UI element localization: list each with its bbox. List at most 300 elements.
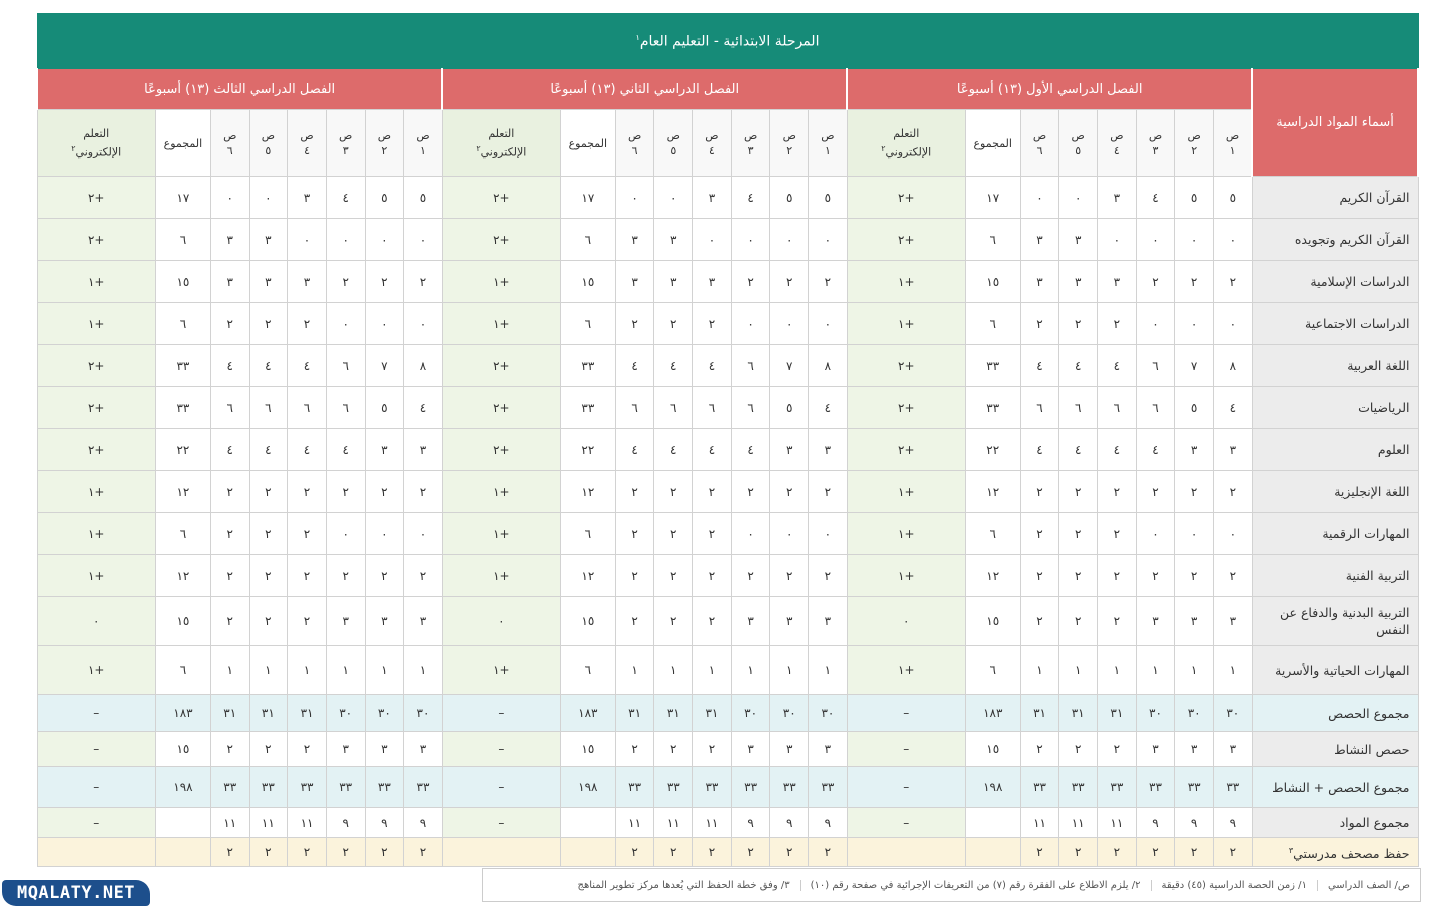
sum-cell: ١٢ — [965, 471, 1020, 513]
grade-hours-cell: ١ — [288, 646, 327, 695]
grade-hours-cell: ٤ — [1136, 177, 1175, 219]
elearning-cell — [847, 838, 965, 867]
grade-column-header — [326, 110, 365, 177]
grade-hours-cell: ٢ — [210, 303, 249, 345]
grade-hours-cell: ٢ — [365, 261, 404, 303]
sum-cell: ١٧ — [560, 177, 615, 219]
grade-hours-cell: ٢ — [654, 838, 693, 867]
grade-hours-cell: ٢ — [809, 555, 848, 597]
grade-column-number: ٢ — [381, 144, 388, 157]
grade-column-prefix: ص — [705, 129, 719, 142]
grade-hours-cell: ٢ — [693, 471, 732, 513]
sum-cell: ٦ — [965, 646, 1020, 695]
table-row — [37, 767, 1418, 808]
grade-hours-cell: ٢ — [326, 471, 365, 513]
grade-hours-cell: ٣١ — [210, 695, 249, 732]
grade-hours-cell: ٤ — [404, 387, 443, 429]
subject-name — [1252, 732, 1418, 767]
grade-column-prefix: ص — [339, 129, 353, 142]
subject-name — [1252, 808, 1418, 838]
grade-column-prefix: ص — [300, 129, 314, 142]
grade-hours-cell: ٢ — [1213, 471, 1252, 513]
grade-column-header — [404, 110, 443, 177]
grade-hours-cell: ٦ — [288, 387, 327, 429]
elearning-cell — [442, 838, 560, 867]
grade-hours-cell: ٢ — [654, 597, 693, 646]
grade-column-header — [731, 110, 770, 177]
table-title-text: المرحلة الابتدائية - التعليم العام — [639, 33, 820, 50]
table-row — [37, 732, 1418, 767]
grade-hours-cell: ٠ — [654, 177, 693, 219]
subject-name-text: اللغة الإنجليزية — [1334, 484, 1410, 499]
sum-cell: ٣٣ — [155, 387, 210, 429]
elearning-cell: – — [37, 767, 155, 808]
grade-column-prefix: ص — [223, 129, 237, 142]
sum-cell: ٦ — [965, 219, 1020, 261]
grade-column-header — [770, 110, 809, 177]
grade-hours-cell: ٦ — [1020, 387, 1059, 429]
grade-hours-cell: ١ — [1098, 646, 1137, 695]
grade-hours-cell: ٣ — [1175, 732, 1214, 767]
grade-hours-cell: ٢ — [615, 513, 654, 555]
sum-cell — [155, 838, 210, 867]
grade-hours-cell: ٣١ — [1020, 695, 1059, 732]
grade-column-number: ٤ — [304, 144, 310, 157]
elearning-cell: +٢ — [442, 177, 560, 219]
grade-hours-cell: ٢ — [288, 555, 327, 597]
grade-hours-cell: ٣٣ — [1020, 767, 1059, 808]
grade-hours-cell: ٦ — [693, 387, 732, 429]
grade-column-prefix: ص — [782, 129, 796, 142]
elearning-label-line2: الإلكتروني — [480, 145, 527, 159]
elearning-cell: +١ — [442, 471, 560, 513]
sum-cell: ١٨٣ — [965, 695, 1020, 732]
elearning-cell — [37, 838, 155, 867]
grade-hours-cell: ٩ — [809, 808, 848, 838]
grade-hours-cell: ٣ — [326, 732, 365, 767]
grade-column-number: ٥ — [265, 144, 272, 157]
grade-column-prefix: ص — [261, 129, 276, 142]
elearning-cell: +١ — [37, 555, 155, 597]
sum-cell: ١٢ — [560, 471, 615, 513]
grade-hours-cell: ٣ — [1136, 597, 1175, 646]
grade-hours-cell: ٣ — [1059, 219, 1098, 261]
table-row — [37, 597, 1418, 646]
grade-hours-cell: ٠ — [1098, 219, 1137, 261]
elearning-note: ٢ — [71, 144, 76, 154]
grade-hours-cell: ٠ — [1175, 303, 1214, 345]
grade-hours-cell: ٣ — [1020, 219, 1059, 261]
grade-hours-cell: ١١ — [288, 808, 327, 838]
sum-cell — [560, 808, 615, 838]
elearning-cell: +٢ — [847, 387, 965, 429]
grade-hours-cell: ٣ — [693, 177, 732, 219]
elearning-cell: +١ — [37, 303, 155, 345]
grade-hours-cell: ٠ — [1175, 513, 1214, 555]
sum-cell: ١٥ — [155, 597, 210, 646]
grade-hours-cell: ٣ — [654, 261, 693, 303]
grade-hours-cell: ٣ — [809, 732, 848, 767]
grade-hours-cell: ٧ — [770, 345, 809, 387]
sum-cell: ١٨٣ — [155, 695, 210, 732]
elearning-column-header — [442, 110, 560, 177]
grade-hours-cell: ٠ — [770, 303, 809, 345]
grade-hours-cell: ٢ — [249, 555, 288, 597]
grade-hours-cell: ٢ — [731, 838, 770, 867]
grade-hours-cell: ٢ — [249, 513, 288, 555]
grade-hours-cell: ٢ — [809, 261, 848, 303]
sum-cell: ٣٣ — [965, 345, 1020, 387]
elearning-cell: +١ — [847, 471, 965, 513]
grade-hours-cell: ٣ — [1020, 261, 1059, 303]
elearning-cell: – — [847, 808, 965, 838]
grade-hours-cell: ٠ — [326, 303, 365, 345]
table-row — [37, 471, 1418, 513]
grade-hours-cell: ٣ — [249, 219, 288, 261]
footnotes-bar — [482, 868, 1421, 902]
grade-column-number: ٢ — [1191, 144, 1198, 157]
grade-hours-cell: ٢ — [404, 838, 443, 867]
grade-column-prefix: ص — [666, 129, 680, 142]
sum-cell — [155, 808, 210, 838]
grade-hours-cell: ٣ — [731, 597, 770, 646]
grade-hours-cell: ٣ — [288, 261, 327, 303]
elearning-cell: +٢ — [847, 219, 965, 261]
grade-hours-cell: ٣ — [1098, 177, 1137, 219]
subject-name-text: التربية البدنية والدفاع عن النفس — [1280, 605, 1410, 637]
grade-hours-cell: ٣ — [615, 219, 654, 261]
grade-hours-cell: ٠ — [1213, 219, 1252, 261]
grade-column-number: ٦ — [1036, 144, 1043, 157]
grade-column-number: ٥ — [1075, 144, 1082, 157]
grade-column-prefix: ص — [1187, 129, 1201, 142]
grade-hours-cell: ٢ — [1098, 838, 1137, 867]
grade-hours-cell: ٣٠ — [326, 695, 365, 732]
grade-column-header — [809, 110, 848, 177]
grade-hours-cell: ٢ — [693, 838, 732, 867]
grade-hours-cell: ١ — [615, 646, 654, 695]
grade-hours-cell: ٠ — [1213, 513, 1252, 555]
table-row — [37, 838, 1418, 867]
grade-hours-cell: ٣٣ — [288, 767, 327, 808]
grade-hours-cell: ٢ — [1020, 732, 1059, 767]
grade-hours-cell: ٣٣ — [1213, 767, 1252, 808]
sum-cell: ٢٢ — [155, 429, 210, 471]
elearning-cell: – — [847, 767, 965, 808]
elearning-cell: +١ — [847, 513, 965, 555]
grade-hours-cell: ٢ — [615, 732, 654, 767]
grade-hours-cell: ١ — [1020, 646, 1059, 695]
semester-row — [37, 69, 1418, 110]
grade-column-prefix: ص — [1032, 129, 1047, 142]
table-row — [37, 555, 1418, 597]
grade-hours-cell: ٤ — [249, 429, 288, 471]
study-plan-table — [36, 13, 1419, 867]
grade-hours-cell: ٣٣ — [1136, 767, 1175, 808]
grade-hours-cell: ٣٣ — [404, 767, 443, 808]
grade-hours-cell: ٢ — [1136, 555, 1175, 597]
elearning-column-header — [847, 110, 965, 177]
grade-hours-cell: ٢ — [1098, 303, 1137, 345]
grade-column-prefix: ص — [821, 129, 835, 142]
grade-column-header — [654, 110, 693, 177]
grade-hours-cell: ٠ — [731, 219, 770, 261]
table-title-note: ١ — [635, 32, 640, 42]
grade-hours-cell: ٣٣ — [1098, 767, 1137, 808]
grade-hours-cell: ٢ — [1059, 838, 1098, 867]
grade-hours-cell: ٠ — [404, 303, 443, 345]
grade-hours-cell: ٢ — [1059, 513, 1098, 555]
grade-hours-cell: ٧ — [1175, 345, 1214, 387]
grade-hours-cell: ٠ — [693, 219, 732, 261]
grade-hours-cell: ٣٠ — [770, 695, 809, 732]
elearning-cell: +١ — [847, 303, 965, 345]
subject-name — [1252, 597, 1418, 646]
sum-cell: ٣٣ — [560, 345, 615, 387]
grade-hours-cell: ٢ — [654, 732, 693, 767]
sum-cell: ٦ — [155, 303, 210, 345]
grade-hours-cell: ٠ — [809, 303, 848, 345]
elearning-cell: +٢ — [37, 387, 155, 429]
sum-cell: ٦ — [155, 646, 210, 695]
grade-hours-cell: ٣٣ — [615, 767, 654, 808]
grade-hours-cell: ٣ — [404, 597, 443, 646]
sum-cell: ٣٣ — [965, 387, 1020, 429]
elearning-cell: – — [37, 808, 155, 838]
sum-column-header: المجموع — [155, 110, 210, 177]
sum-cell: ١٩٨ — [560, 767, 615, 808]
grade-hours-cell: ١١ — [693, 808, 732, 838]
grade-hours-cell: ٢ — [249, 597, 288, 646]
grade-hours-cell: ٤ — [693, 429, 732, 471]
grade-hours-cell: ٣١ — [249, 695, 288, 732]
grade-hours-cell: ٢ — [288, 838, 327, 867]
grade-hours-cell: ٦ — [1136, 387, 1175, 429]
grade-hours-cell: ٦ — [249, 387, 288, 429]
footnote-memorization-plan: ٣/ وفق خطة الحفظ التي يُعدها مركز تطوير المناهج — [577, 879, 790, 891]
elearning-cell: +٢ — [37, 429, 155, 471]
sum-cell: ١٥ — [965, 732, 1020, 767]
grade-hours-cell: ٤ — [210, 429, 249, 471]
sum-cell: ١٢ — [155, 471, 210, 513]
grade-hours-cell: ١ — [654, 646, 693, 695]
grade-column-prefix: ص — [377, 129, 391, 142]
subject-name — [1252, 177, 1418, 219]
grade-hours-cell: ٢ — [288, 513, 327, 555]
grade-hours-cell: ٣٠ — [404, 695, 443, 732]
sum-cell: ٦ — [155, 513, 210, 555]
grade-column-number: ١ — [420, 144, 426, 157]
grade-hours-cell: ٢ — [249, 303, 288, 345]
elearning-cell: ٠ — [847, 597, 965, 646]
grade-hours-cell: ٢ — [1175, 555, 1214, 597]
grade-hours-cell: ٠ — [615, 177, 654, 219]
grade-hours-cell: ٤ — [731, 177, 770, 219]
grade-hours-cell: ٠ — [809, 513, 848, 555]
grade-hours-cell: ٢ — [1098, 513, 1137, 555]
column-header-row — [37, 110, 1418, 177]
elearning-cell: – — [442, 808, 560, 838]
footnote-definitions: ٢/ يلزم الاطلاع على الفقرة رقم (٧) من التعريفات الإجرائية في صفحة رقم (١٠) — [800, 880, 1151, 891]
elearning-label-line2-wrap — [38, 141, 155, 160]
grade-column-number: ٤ — [1113, 144, 1120, 157]
table-row — [37, 695, 1418, 732]
grade-hours-cell: ٣٠ — [1213, 695, 1252, 732]
grade-column-prefix: ص — [1071, 129, 1085, 142]
grade-hours-cell: ١ — [1175, 646, 1214, 695]
grade-hours-cell: ٢ — [1213, 555, 1252, 597]
grade-hours-cell: ٦ — [210, 387, 249, 429]
grade-hours-cell: ٠ — [404, 219, 443, 261]
grade-hours-cell: ٢ — [654, 471, 693, 513]
grade-hours-cell: ٩ — [1136, 808, 1175, 838]
grade-hours-cell: ٤ — [654, 345, 693, 387]
grade-hours-cell: ٠ — [809, 219, 848, 261]
grade-hours-cell: ٠ — [1020, 177, 1059, 219]
table-row — [37, 646, 1418, 695]
subject-name-text: المهارات الرقمية — [1322, 526, 1410, 541]
sum-cell: ١٥ — [560, 261, 615, 303]
grade-hours-cell: ٨ — [1213, 345, 1252, 387]
grade-hours-cell: ٦ — [731, 387, 770, 429]
subject-name-text: مجموع الحصص + النشاط — [1272, 779, 1410, 795]
subject-name-text: الدراسات الاجتماعية — [1305, 316, 1410, 331]
grade-hours-cell: ٣١ — [1098, 695, 1137, 732]
subject-name — [1252, 387, 1418, 429]
sum-cell: ١٨٣ — [560, 695, 615, 732]
grade-hours-cell: ٠ — [1213, 303, 1252, 345]
subject-name-text: مجموع المواد — [1339, 815, 1410, 830]
subject-name — [1252, 838, 1418, 867]
elearning-cell: +٢ — [442, 429, 560, 471]
table-row — [37, 177, 1418, 219]
grade-hours-cell: ٢ — [731, 471, 770, 513]
grade-hours-cell: ٤ — [1059, 345, 1098, 387]
grade-column-header — [365, 110, 404, 177]
grade-hours-cell: ٢ — [1213, 261, 1252, 303]
grade-hours-cell: ٤ — [1098, 345, 1137, 387]
elearning-cell: +١ — [37, 471, 155, 513]
grade-hours-cell: ٠ — [1136, 303, 1175, 345]
grade-hours-cell: ١١ — [615, 808, 654, 838]
grade-hours-cell: ٠ — [365, 219, 404, 261]
grade-hours-cell: ٣٣ — [770, 767, 809, 808]
grade-hours-cell: ٠ — [326, 219, 365, 261]
grade-hours-cell: ٢ — [365, 555, 404, 597]
elearning-cell: +١ — [442, 261, 560, 303]
subject-name-text: حفظ مصحف مدرستي — [1293, 846, 1410, 862]
elearning-cell: ٠ — [442, 597, 560, 646]
grade-hours-cell: ٣٠ — [365, 695, 404, 732]
grade-hours-cell: ٦ — [654, 387, 693, 429]
grade-hours-cell: ٢ — [1020, 838, 1059, 867]
grade-hours-cell: ٥ — [365, 387, 404, 429]
grade-hours-cell: ٣ — [1136, 732, 1175, 767]
grade-hours-cell: ٢ — [404, 261, 443, 303]
grade-hours-cell: ٢ — [404, 555, 443, 597]
grade-hours-cell: ٢ — [809, 471, 848, 513]
subject-name-note: ٣ — [1288, 845, 1294, 855]
subject-name — [1252, 429, 1418, 471]
grade-hours-cell: ٢ — [615, 471, 654, 513]
grade-hours-cell: ٢ — [288, 597, 327, 646]
grade-hours-cell: ٦ — [1098, 387, 1137, 429]
grade-hours-cell: ٢ — [615, 303, 654, 345]
table-row — [37, 808, 1418, 838]
grade-hours-cell: ٣ — [1059, 261, 1098, 303]
grade-hours-cell: ٢ — [809, 838, 848, 867]
elearning-cell: +٢ — [442, 345, 560, 387]
grade-hours-cell: ١ — [1059, 646, 1098, 695]
grade-hours-cell: ٧ — [365, 345, 404, 387]
grade-hours-cell: ٢ — [326, 261, 365, 303]
subject-name — [1252, 555, 1418, 597]
grade-hours-cell: ٤ — [1136, 429, 1175, 471]
elearning-label-line2-wrap — [443, 141, 560, 160]
grade-hours-cell: ٣٣ — [365, 767, 404, 808]
grade-hours-cell: ١ — [770, 646, 809, 695]
grade-hours-cell: ٣ — [365, 429, 404, 471]
elearning-cell: – — [37, 732, 155, 767]
grade-hours-cell: ٢ — [1136, 261, 1175, 303]
grade-hours-cell: ٣٠ — [1136, 695, 1175, 732]
grade-column-number: ٦ — [631, 144, 638, 157]
semester-header: الفصل الدراسي الثالث (١٣) أسبوعًا — [37, 69, 442, 110]
grade-hours-cell: ٢ — [404, 471, 443, 513]
title-row — [37, 14, 1418, 69]
sum-cell: ٢٢ — [560, 429, 615, 471]
elearning-cell: +١ — [442, 646, 560, 695]
elearning-label-line2-wrap — [848, 141, 965, 160]
grade-hours-cell: ٣٣ — [326, 767, 365, 808]
elearning-label-line1: التعلم — [893, 127, 920, 141]
elearning-cell: +٢ — [442, 219, 560, 261]
grade-hours-cell: ٣٠ — [1175, 695, 1214, 732]
elearning-cell: +١ — [847, 646, 965, 695]
grade-hours-cell: ٤ — [615, 345, 654, 387]
grade-hours-cell: ٣ — [326, 597, 365, 646]
grade-hours-cell: ٣ — [731, 732, 770, 767]
grade-hours-cell: ٥ — [404, 177, 443, 219]
site-logo: MQALATY.NET — [2, 880, 150, 906]
subject-name — [1252, 513, 1418, 555]
grade-hours-cell: ١ — [404, 646, 443, 695]
grade-hours-cell: ٢ — [1059, 471, 1098, 513]
grade-hours-cell: ٢ — [615, 555, 654, 597]
grade-hours-cell: ٣١ — [654, 695, 693, 732]
grade-hours-cell: ٣١ — [693, 695, 732, 732]
grade-hours-cell: ٢ — [1175, 838, 1214, 867]
grade-hours-cell: ٠ — [365, 513, 404, 555]
sum-cell: ٦ — [560, 513, 615, 555]
subject-name — [1252, 345, 1418, 387]
grade-column-header — [1136, 110, 1175, 177]
grade-hours-cell: ٢ — [1059, 555, 1098, 597]
elearning-label-line2: الإلكتروني — [75, 145, 122, 159]
subject-name-text: المهارات الحياتية والأسرية — [1275, 662, 1410, 678]
subject-name-text: التربية الفنية — [1345, 568, 1410, 583]
elearning-cell: ٠ — [37, 597, 155, 646]
subject-name — [1252, 767, 1418, 808]
grade-hours-cell: ٩ — [1213, 808, 1252, 838]
grade-hours-cell: ٠ — [1136, 513, 1175, 555]
grade-hours-cell: ٠ — [1059, 177, 1098, 219]
grade-hours-cell: ٣ — [249, 261, 288, 303]
grade-hours-cell: ٥ — [1213, 177, 1252, 219]
table-row — [37, 345, 1418, 387]
grade-hours-cell: ٣ — [693, 261, 732, 303]
grade-hours-cell: ٢ — [1175, 261, 1214, 303]
